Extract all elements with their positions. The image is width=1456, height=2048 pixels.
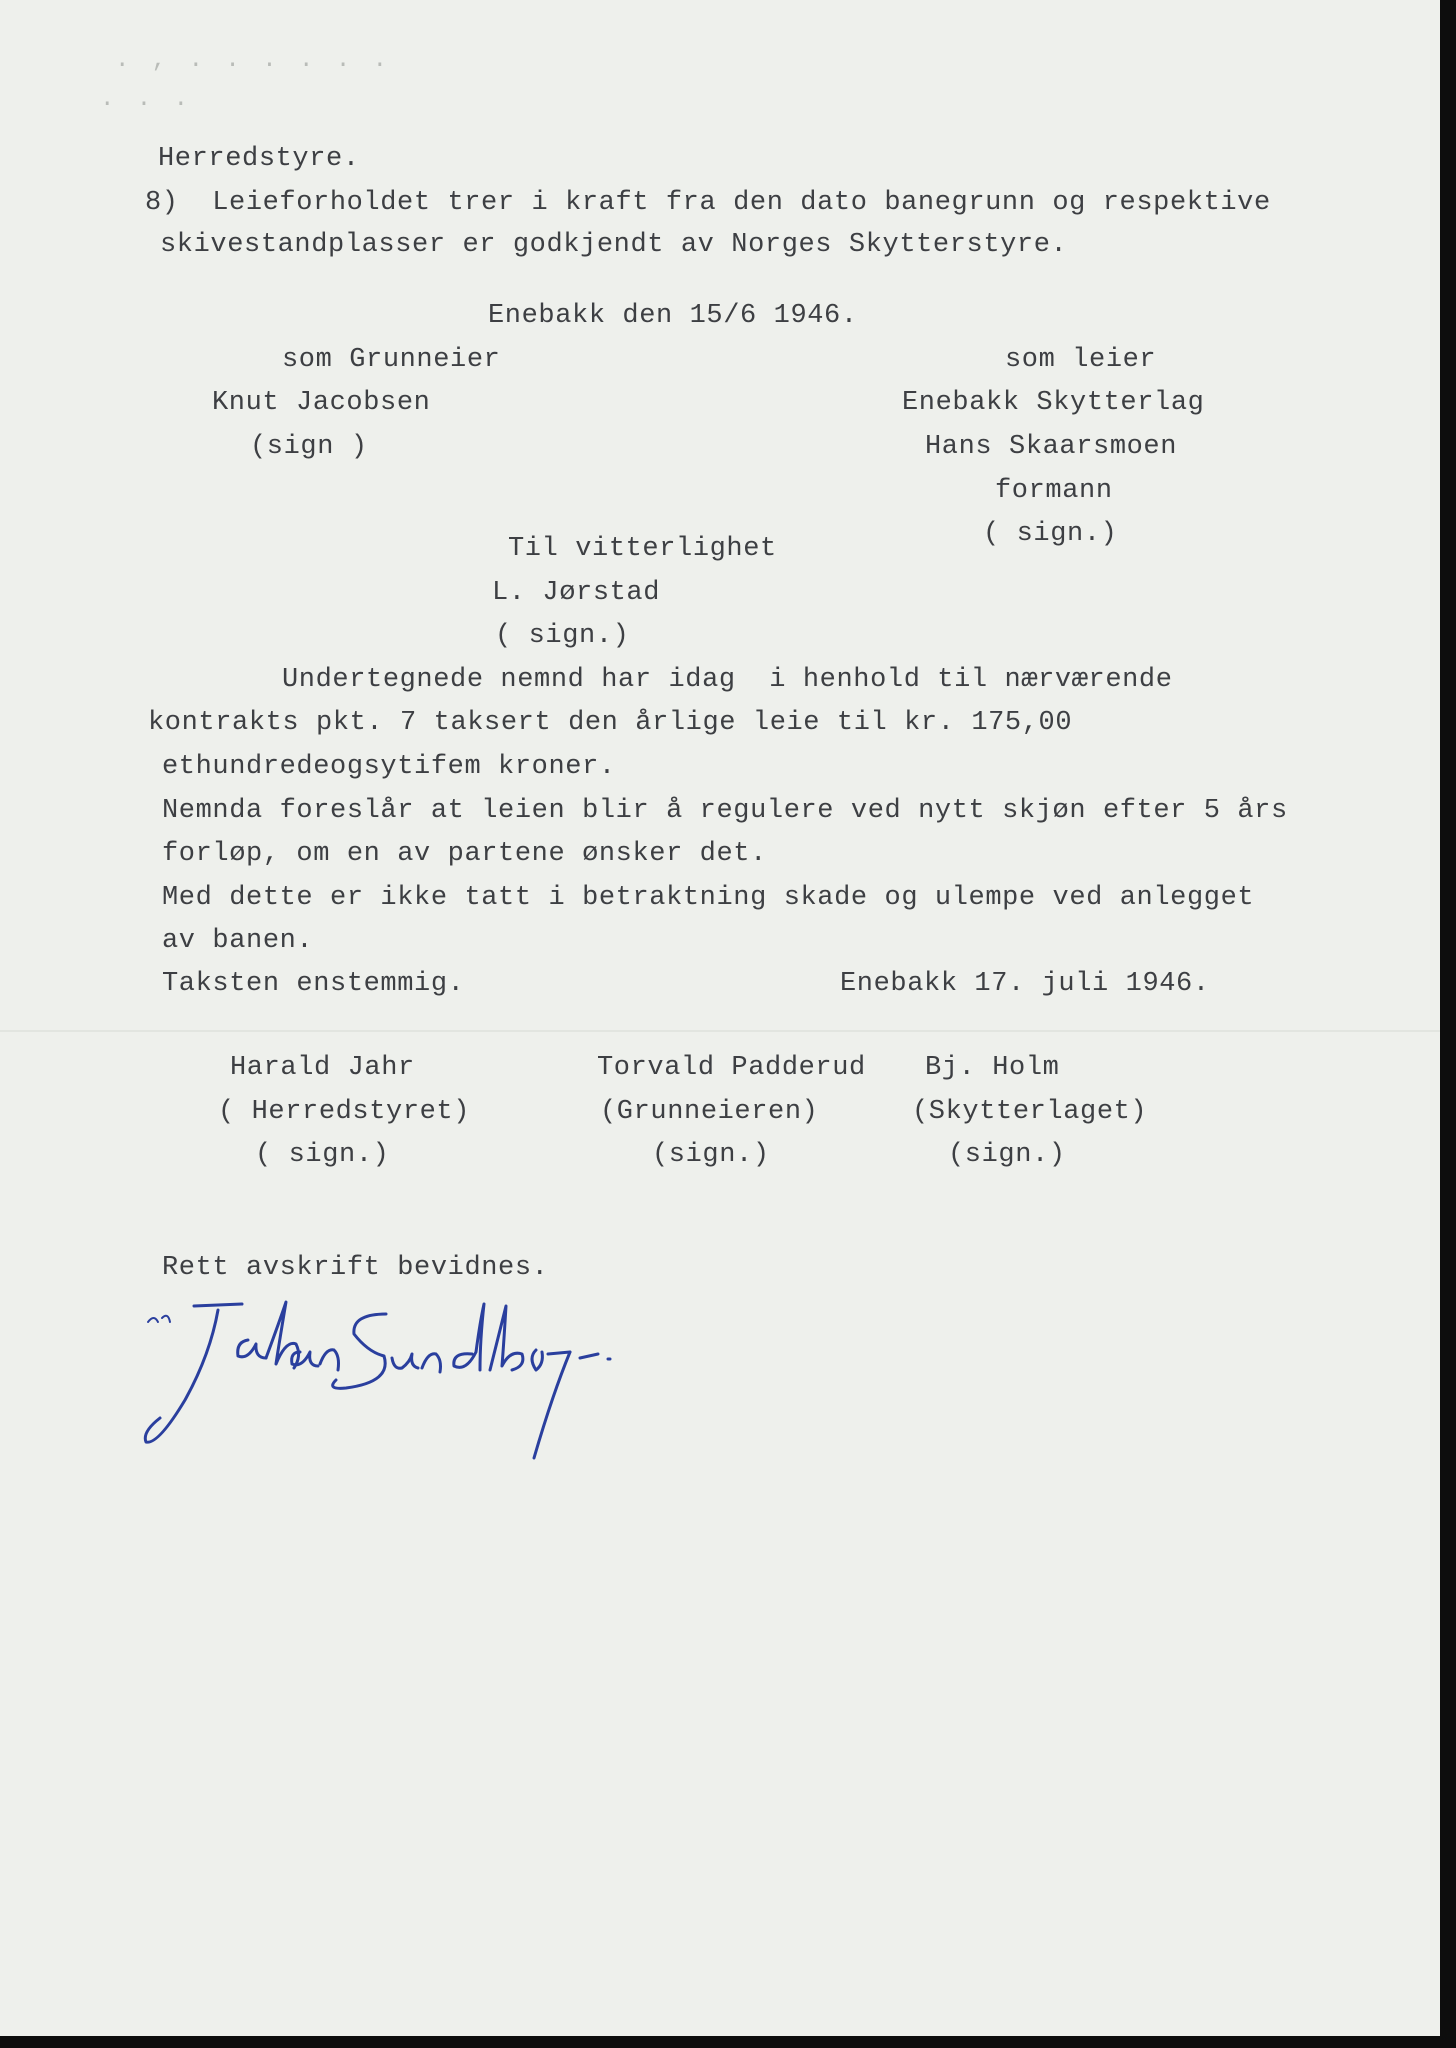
landowner-sign: (sign )	[250, 432, 368, 462]
role-tenant: som leier	[1005, 345, 1157, 375]
signer-name: Harald Jahr	[230, 1053, 415, 1083]
text-line: ethundredeogsytifem kroner.	[162, 752, 616, 782]
text-line: Undertegnede nemnd har idag i henhold til nærværende	[282, 665, 1173, 695]
page-fold-line	[0, 1030, 1440, 1032]
certification-text: Rett avskrift bevidnes.	[162, 1253, 549, 1283]
text-line: skivestandplasser er godkjendt av Norges Skytterstyre.	[160, 230, 1068, 260]
signer-role: (Skytterlaget)	[912, 1097, 1148, 1127]
text-line: forløp, om en av partene ønsker det.	[162, 839, 767, 869]
text-line: Med dette er ikke tatt i betraktning skade og ulempe ved anlegget	[162, 883, 1255, 913]
tenant-title: formann	[995, 476, 1113, 506]
faint-header-text: . , . . . . . .	[115, 47, 392, 74]
landowner-name: Knut Jacobsen	[212, 388, 431, 418]
place-date-2: Enebakk 17. juli 1946.	[840, 969, 1210, 999]
text-line: Herredstyre.	[158, 144, 360, 174]
signer-name: Bj. Holm	[925, 1053, 1060, 1083]
text-line: Taksten enstemmig.	[162, 969, 465, 999]
signer-sign: ( sign.)	[255, 1140, 390, 1170]
role-landowner: som Grunneier	[282, 345, 501, 375]
tenant-sign: ( sign.)	[983, 519, 1118, 549]
faint-header-text-2: . . .	[100, 86, 193, 113]
signer-sign: (sign.)	[652, 1140, 770, 1170]
witness-label: Til vitterlighet	[508, 534, 777, 564]
tenant-name: Enebakk Skytterlag	[902, 388, 1205, 418]
place-date: Enebakk den 15/6 1946.	[488, 301, 858, 331]
scan-border-bottom	[0, 2036, 1456, 2048]
witness-name: L. Jørstad	[492, 578, 661, 608]
signer-sign: (sign.)	[948, 1140, 1066, 1170]
signer-role: ( Herredstyret)	[218, 1097, 471, 1127]
tenant-signatory: Hans Skaarsmoen	[925, 432, 1178, 462]
text-line: Nemnda foreslår at leien blir å regulere ved nytt skjøn efter 5 års	[162, 796, 1288, 826]
signer-name: Torvald Padderud	[597, 1053, 866, 1083]
signer-role: (Grunneieren)	[600, 1097, 819, 1127]
handwritten-signature	[140, 1300, 700, 1470]
text-line: kontrakts pkt. 7 taksert den årlige leie til kr. 175,00	[148, 708, 1073, 738]
text-line: av banen.	[162, 926, 314, 956]
witness-sign: ( sign.)	[495, 621, 630, 651]
text-line: 8) Leieforholdet trer i kraft fra den dato banegrunn og respektive	[145, 188, 1271, 218]
scan-border-right	[1440, 0, 1456, 2048]
